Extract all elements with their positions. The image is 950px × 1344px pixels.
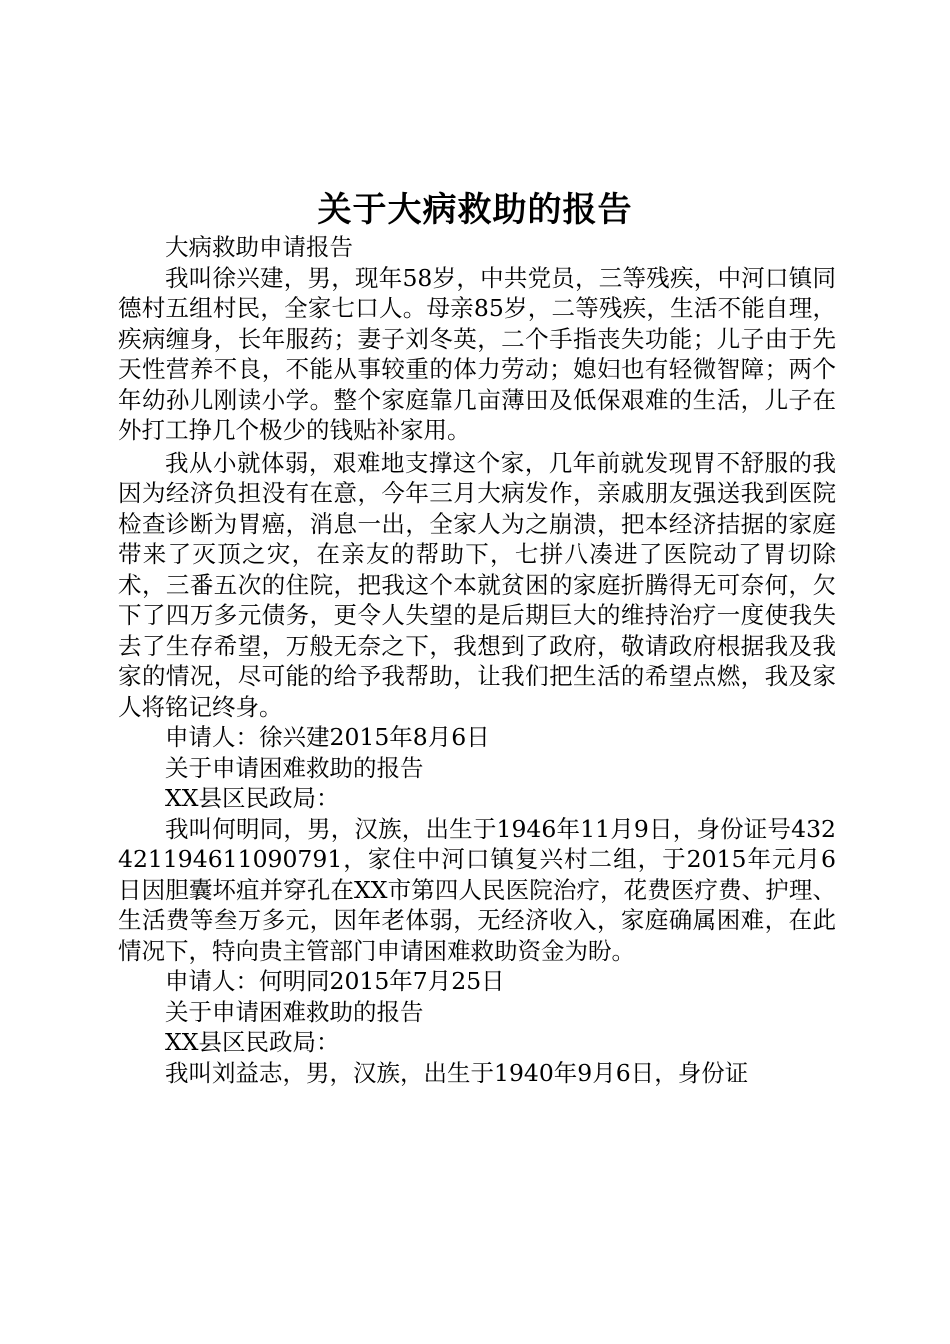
paragraph-applicant-1-intro: 我叫徐兴建，男，现年58岁，中共党员，三等残疾，中河口镇同德村五组村民，全家七口人。母亲85岁，二等残疾，生活不能自理，疾病缠身，长年服药；妻子刘冬英，二个手指丧失功能；儿子由于先天性营养不良，不能从事较重的体力劳动；媳妇也有轻微智障；两个年幼孙儿刚读小学。整个家庭靠几亩薄田及低保艰难的生活，儿子在外打工挣几个极少的钱贴补家用。 <box>118 263 836 444</box>
paragraph-addressee-2: XX县区民政局： <box>165 784 340 812</box>
paragraph-applicant-3-body: 我叫刘益志，男，汉族，出生于1940年9月6日，身份证 <box>165 1058 749 1087</box>
paragraph-report-heading-2: 关于申请困难救助的报告 <box>165 753 424 782</box>
paragraph-addressee-3: XX县区民政局： <box>165 1028 340 1056</box>
document-title: 关于大病救助的报告 <box>317 190 633 230</box>
paragraph-report-heading-3: 关于申请困难救助的报告 <box>165 997 424 1026</box>
paragraph-subtitle: 大病救助申请报告 <box>165 233 353 261</box>
paragraph-applicant-2-signature: 申请人：何明同2015年7月25日 <box>165 967 505 995</box>
document-body <box>118 232 836 1088</box>
paragraph-applicant-1-signature: 申请人：徐兴建2015年8月6日 <box>165 723 490 751</box>
paragraph-applicant-1-story: 我从小就体弱，艰难地支撑这个家，几年前就发现胃不舒服的我因为经济负担没有在意，今年三月大病发作，亲戚朋友强送我到医院检查诊断为胃癌，消息一出，全家人为之崩溃，把本经济拮据的家庭带来了灭顶之灾，在亲友的帮助下，七拼八凑进了医院动了胃切除术，三番五次的住院，把我这个本就贫困的家庭折腾得无可奈何，欠下了四万多元债务，更令人失望的是后期巨大的维持治疗一度使我失去了生存希望，万般无奈之下，我想到了政府，敬请政府根据我及我家的情况，尽可能的给予我帮助，让我们把生活的希望点燃，我及家人将铭记终身。 <box>118 448 836 721</box>
paragraph-applicant-2-body: 我叫何明同，男，汉族，出生于1946年11月9日，身份证号432421194611090791，家住中河口镇复兴村二组，于2015年元月6日因胆囊坏疽并穿孔在XX市第四人民医院治疗，花费医疗费、护理、生活费等叁万多元，因年老体弱，无经济收入，家庭确属困难，在此情况下，特向贵主管部门申请困难救助资金为盼。 <box>118 814 836 965</box>
